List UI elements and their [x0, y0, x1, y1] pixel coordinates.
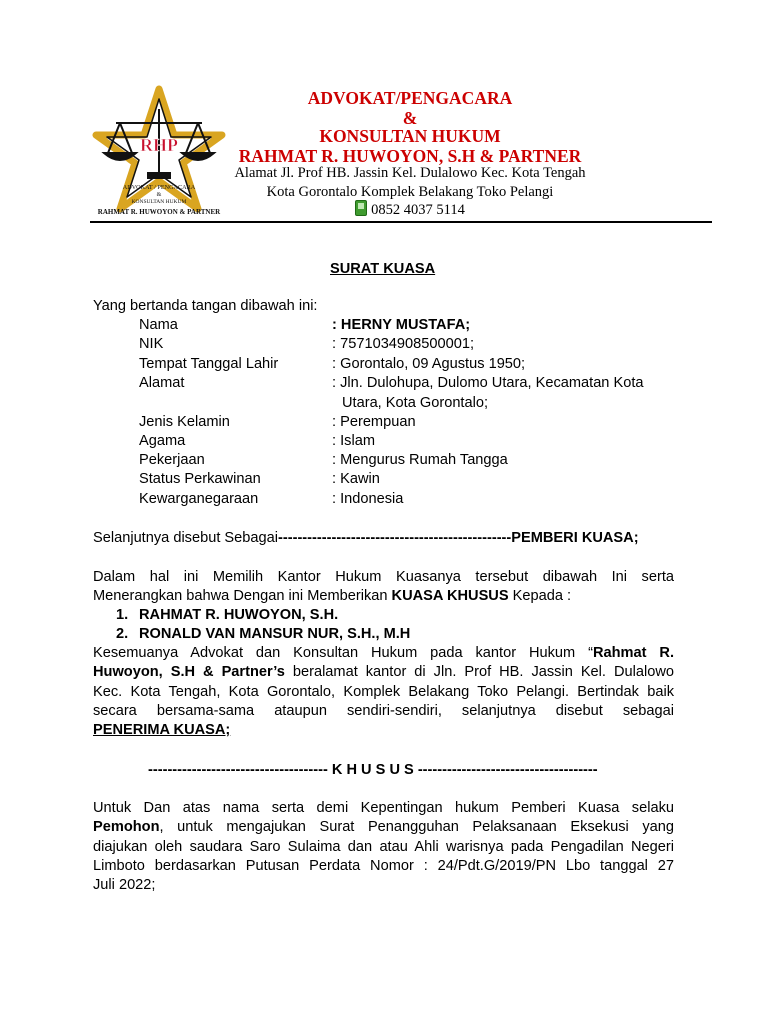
firm-phone-number: 0852 4037 5114: [371, 202, 465, 218]
paragraph-kuasa-khusus: [93, 568, 674, 607]
field-value-ttl: : Gorontalo, 09 Agustus 1950;: [332, 356, 526, 372]
para3-l2-post: beralamat kantor di Jln. Prof HB. Jassin Kel. Dulalowo: [284, 664, 674, 681]
para3-line5: [93, 721, 674, 740]
paragraph-untuk: [93, 799, 674, 895]
para2-line2-pre: Menerangkan bahwa Dengan ini Memberikan: [93, 588, 392, 605]
field-label-nama: Nama: [139, 317, 178, 333]
recipient-2-num: 2.: [116, 626, 129, 642]
logo-ribbon-mid: KONSULTAN HUKUM: [131, 199, 187, 205]
field-value-nik: : 7571034908500001;: [332, 336, 475, 352]
para4-line1: Untuk Dan atas nama serta demi Kepentingan hukum Pemberi Kuasa selaku: [93, 800, 674, 816]
penerima-kuasa-label: PENERIMA KUASA;: [93, 722, 231, 739]
para3-l1-pre: Kesemuanya Advokat dan Konsultan Hukum pada kantor Hukum “: [93, 645, 593, 661]
para4-line5: Juli 2022;: [93, 877, 156, 894]
pemberi-suffix: ------------------------------------------------PEMBERI KUASA;: [278, 530, 639, 546]
firm-line-amp: &: [402, 108, 418, 128]
para2-line2-post: Kepada :: [508, 588, 572, 605]
para4-line3: diajukan oleh saudara Saro Sulaima dan atau Ahli warisnya pada Pengadilan Negeri: [93, 838, 674, 855]
para3-l1-bold: Rahmat R.: [592, 645, 675, 661]
field-label-alamat: Alamat: [139, 375, 185, 391]
field-label-ttl: Tempat Tanggal Lahir: [139, 356, 279, 372]
paragraph-penerima: [93, 644, 674, 740]
field-value-agama: : Islam: [332, 433, 375, 449]
para4-line2: [93, 818, 674, 837]
para3-line3: Kec. Kota Tengah, Kota Gorontalo, Komplek Belakang Toko Pelangi. Bertindak baik: [93, 683, 674, 700]
field-value-nama: : HERNY MUSTAFA;: [332, 317, 471, 333]
para2-kuasa-khusus: KUASA KHUSUS: [391, 588, 509, 605]
firm-address-1: Alamat Jl. Prof HB. Jassin Kel. Dulalowo Kec. Kota Tengah: [234, 165, 586, 181]
field-label-pekerjaan: Pekerjaan: [139, 452, 205, 468]
pemberi-prefix: Selanjutnya disebut Sebagai: [93, 530, 278, 546]
intro-text: Yang bertanda tangan dibawah ini:: [93, 298, 318, 314]
field-value-status-perkawinan: : Kawin: [332, 471, 380, 487]
para2-line1: Dalam hal ini Memilih Kantor Hukum Kuasanya tersebut dibawah Ini serta: [93, 569, 674, 585]
field-value-kewarganegaraan: : Indonesia: [332, 491, 404, 507]
para4-line4: Limboto berdasarkan Putusan Perdata Nomor : 24/Pdt.G/2019/PN Lbo tanggal 27: [93, 857, 674, 874]
field-label-kewarganegaraan: Kewarganegaraan: [139, 491, 259, 507]
para4-l2-post: , untuk mengajukan Surat Penangguhan Pelaksanaan Eksekusi yang: [159, 819, 674, 836]
recipient-1-name: RAHMAT R. HUWOYON, S.H.: [139, 607, 339, 623]
para3-line1: [93, 644, 674, 663]
pemberi-kuasa-line: [93, 529, 639, 548]
field-label-status-perkawinan: Status Perkawinan: [139, 471, 261, 487]
logo-abbr: RHP: [140, 135, 178, 155]
field-label-nik: NIK: [139, 336, 164, 352]
document-title: SURAT KUASA: [330, 261, 436, 277]
para3-l2-bold: Huwoyon, S.H & Partner’s: [93, 664, 285, 681]
para3-line2: [93, 663, 674, 682]
firm-address-2: Kota Gorontalo Komplek Belakang Toko Pelangi: [266, 184, 554, 200]
firm-line-advokat: ADVOKAT/PENGACARA: [307, 88, 513, 108]
firm-name: RAHMAT R. HUWOYON, S.H & PARTNER: [238, 146, 582, 166]
khusus-heading: ------------------------------------- K H U S U S -------------------------------------: [148, 762, 598, 778]
firm-phone: [200, 200, 620, 220]
firm-line-konsultan: KONSULTAN HUKUM: [319, 126, 501, 146]
recipient-1-num: 1.: [116, 607, 129, 623]
para3-line4: secara bersama-sama ataupun sendiri-sendiri, selanjutnya disebut sebagai: [93, 702, 674, 719]
phone-icon: [355, 200, 367, 216]
para2-line2: [93, 587, 674, 606]
field-value-jenis-kelamin: : Perempuan: [332, 414, 416, 430]
logo-ribbon-top: ADVOKAT / PENGACARA: [122, 184, 196, 191]
logo-ribbon-amp: &: [156, 192, 162, 198]
field-value-alamat-cont: Utara, Kota Gorontalo;: [342, 395, 489, 411]
letterhead-divider: [90, 221, 712, 223]
field-value-pekerjaan: : Mengurus Rumah Tangga: [332, 452, 508, 468]
field-value-alamat: : Jln. Dulohupa, Dulomo Utara, Kecamatan Kota: [332, 375, 644, 391]
para4-pemohon: Pemohon: [93, 819, 160, 836]
recipient-2-name: RONALD VAN MANSUR NUR, S.H., M.H: [139, 626, 411, 642]
field-label-agama: Agama: [139, 433, 186, 449]
field-label-jenis-kelamin: Jenis Kelamin: [139, 414, 230, 430]
logo-ribbon-bottom: RAHMAT R. HUWOYON & PARTNER: [97, 208, 221, 216]
